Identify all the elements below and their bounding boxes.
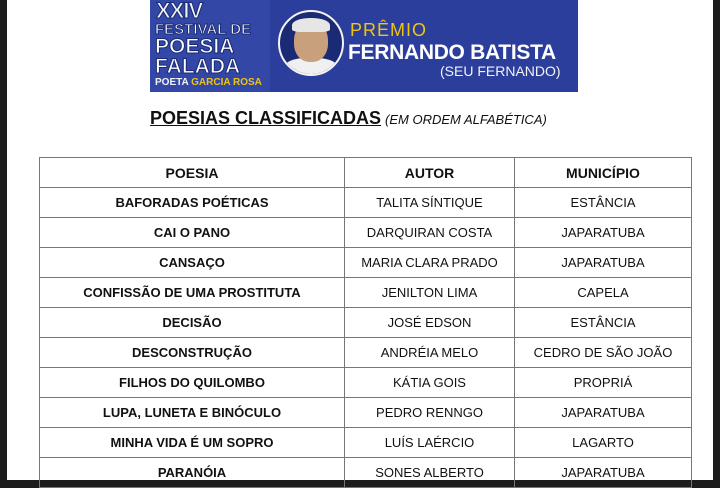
festival-number: XXIV (156, 0, 203, 23)
poem-title: CONFISSÃO DE UMA PROSTITUTA (40, 278, 345, 308)
festival-poeta (155, 77, 262, 88)
festival-line-3: FALADA (155, 55, 241, 78)
premio-label: PRÊMIO (350, 20, 428, 40)
poem-municipality: CEDRO DE SÃO JOÃO (515, 338, 692, 368)
table-row (40, 188, 692, 218)
header-autor: AUTOR (345, 158, 515, 188)
document-page (7, 0, 713, 480)
poem-author: DARQUIRAN COSTA (345, 218, 515, 248)
poem-author: LUÍS LAÉRCIO (345, 428, 515, 458)
poem-title: BAFORADAS POÉTICAS (40, 188, 345, 218)
poem-municipality: JAPARATUBA (515, 458, 692, 488)
poem-title: CAI O PANO (40, 218, 345, 248)
poem-title: PARANÓIA (40, 458, 345, 488)
honoree-portrait (278, 10, 344, 76)
festival-poeta-label: POETA (155, 77, 189, 88)
table-row (40, 278, 692, 308)
poem-municipality: JAPARATUBA (515, 248, 692, 278)
poem-municipality: LAGARTO (515, 428, 692, 458)
poem-municipality: ESTÂNCIA (515, 308, 692, 338)
poem-municipality: PROPRIÁ (515, 368, 692, 398)
table-row (40, 308, 692, 338)
poem-author: SONES ALBERTO (345, 458, 515, 488)
poem-author: JENILTON LIMA (345, 278, 515, 308)
poem-municipality: ESTÂNCIA (515, 188, 692, 218)
festival-logo (150, 0, 270, 92)
poem-title: LUPA, LUNETA E BINÓCULO (40, 398, 345, 428)
classified-poems-table (39, 157, 692, 488)
poem-title: DESCONSTRUÇÃO (40, 338, 345, 368)
table-row (40, 428, 692, 458)
festival-line-2: POESIA (155, 35, 235, 58)
festival-banner (150, 0, 578, 92)
poem-author: TALITA SÍNTIQUE (345, 188, 515, 218)
poem-municipality: JAPARATUBA (515, 398, 692, 428)
table-row (40, 248, 692, 278)
poem-title: FILHOS DO QUILOMBO (40, 368, 345, 398)
header-municipio: MUNICÍPIO (515, 158, 692, 188)
page-heading (150, 108, 590, 129)
poem-title: MINHA VIDA É UM SOPRO (40, 428, 345, 458)
portrait-hair (292, 18, 330, 32)
premio-name: FERNANDO BATISTA (348, 41, 556, 64)
festival-poeta-name: GARCIA ROSA (191, 77, 262, 88)
poem-author: PEDRO RENNGO (345, 398, 515, 428)
poem-municipality: CAPELA (515, 278, 692, 308)
poem-author: JOSÉ EDSON (345, 308, 515, 338)
poem-title: CANSAÇO (40, 248, 345, 278)
table-row (40, 218, 692, 248)
page-title: POESIAS CLASSIFICADAS (150, 108, 382, 128)
table-header-row (40, 158, 692, 188)
table-row (40, 338, 692, 368)
festival-line-1: FESTIVAL DE (155, 21, 252, 38)
page-title-note: (EM ORDEM ALFABÉTICA) (385, 112, 547, 127)
poem-title: DECISÃO (40, 308, 345, 338)
poem-author: KÁTIA GOIS (345, 368, 515, 398)
poem-author: MARIA CLARA PRADO (345, 248, 515, 278)
table-row (40, 368, 692, 398)
poem-author: ANDRÉIA MELO (345, 338, 515, 368)
poem-municipality: JAPARATUBA (515, 218, 692, 248)
premio-nickname: (SEU FERNANDO) (440, 63, 561, 79)
header-poesia: POESIA (40, 158, 345, 188)
table-row (40, 398, 692, 428)
table-row (40, 458, 692, 488)
